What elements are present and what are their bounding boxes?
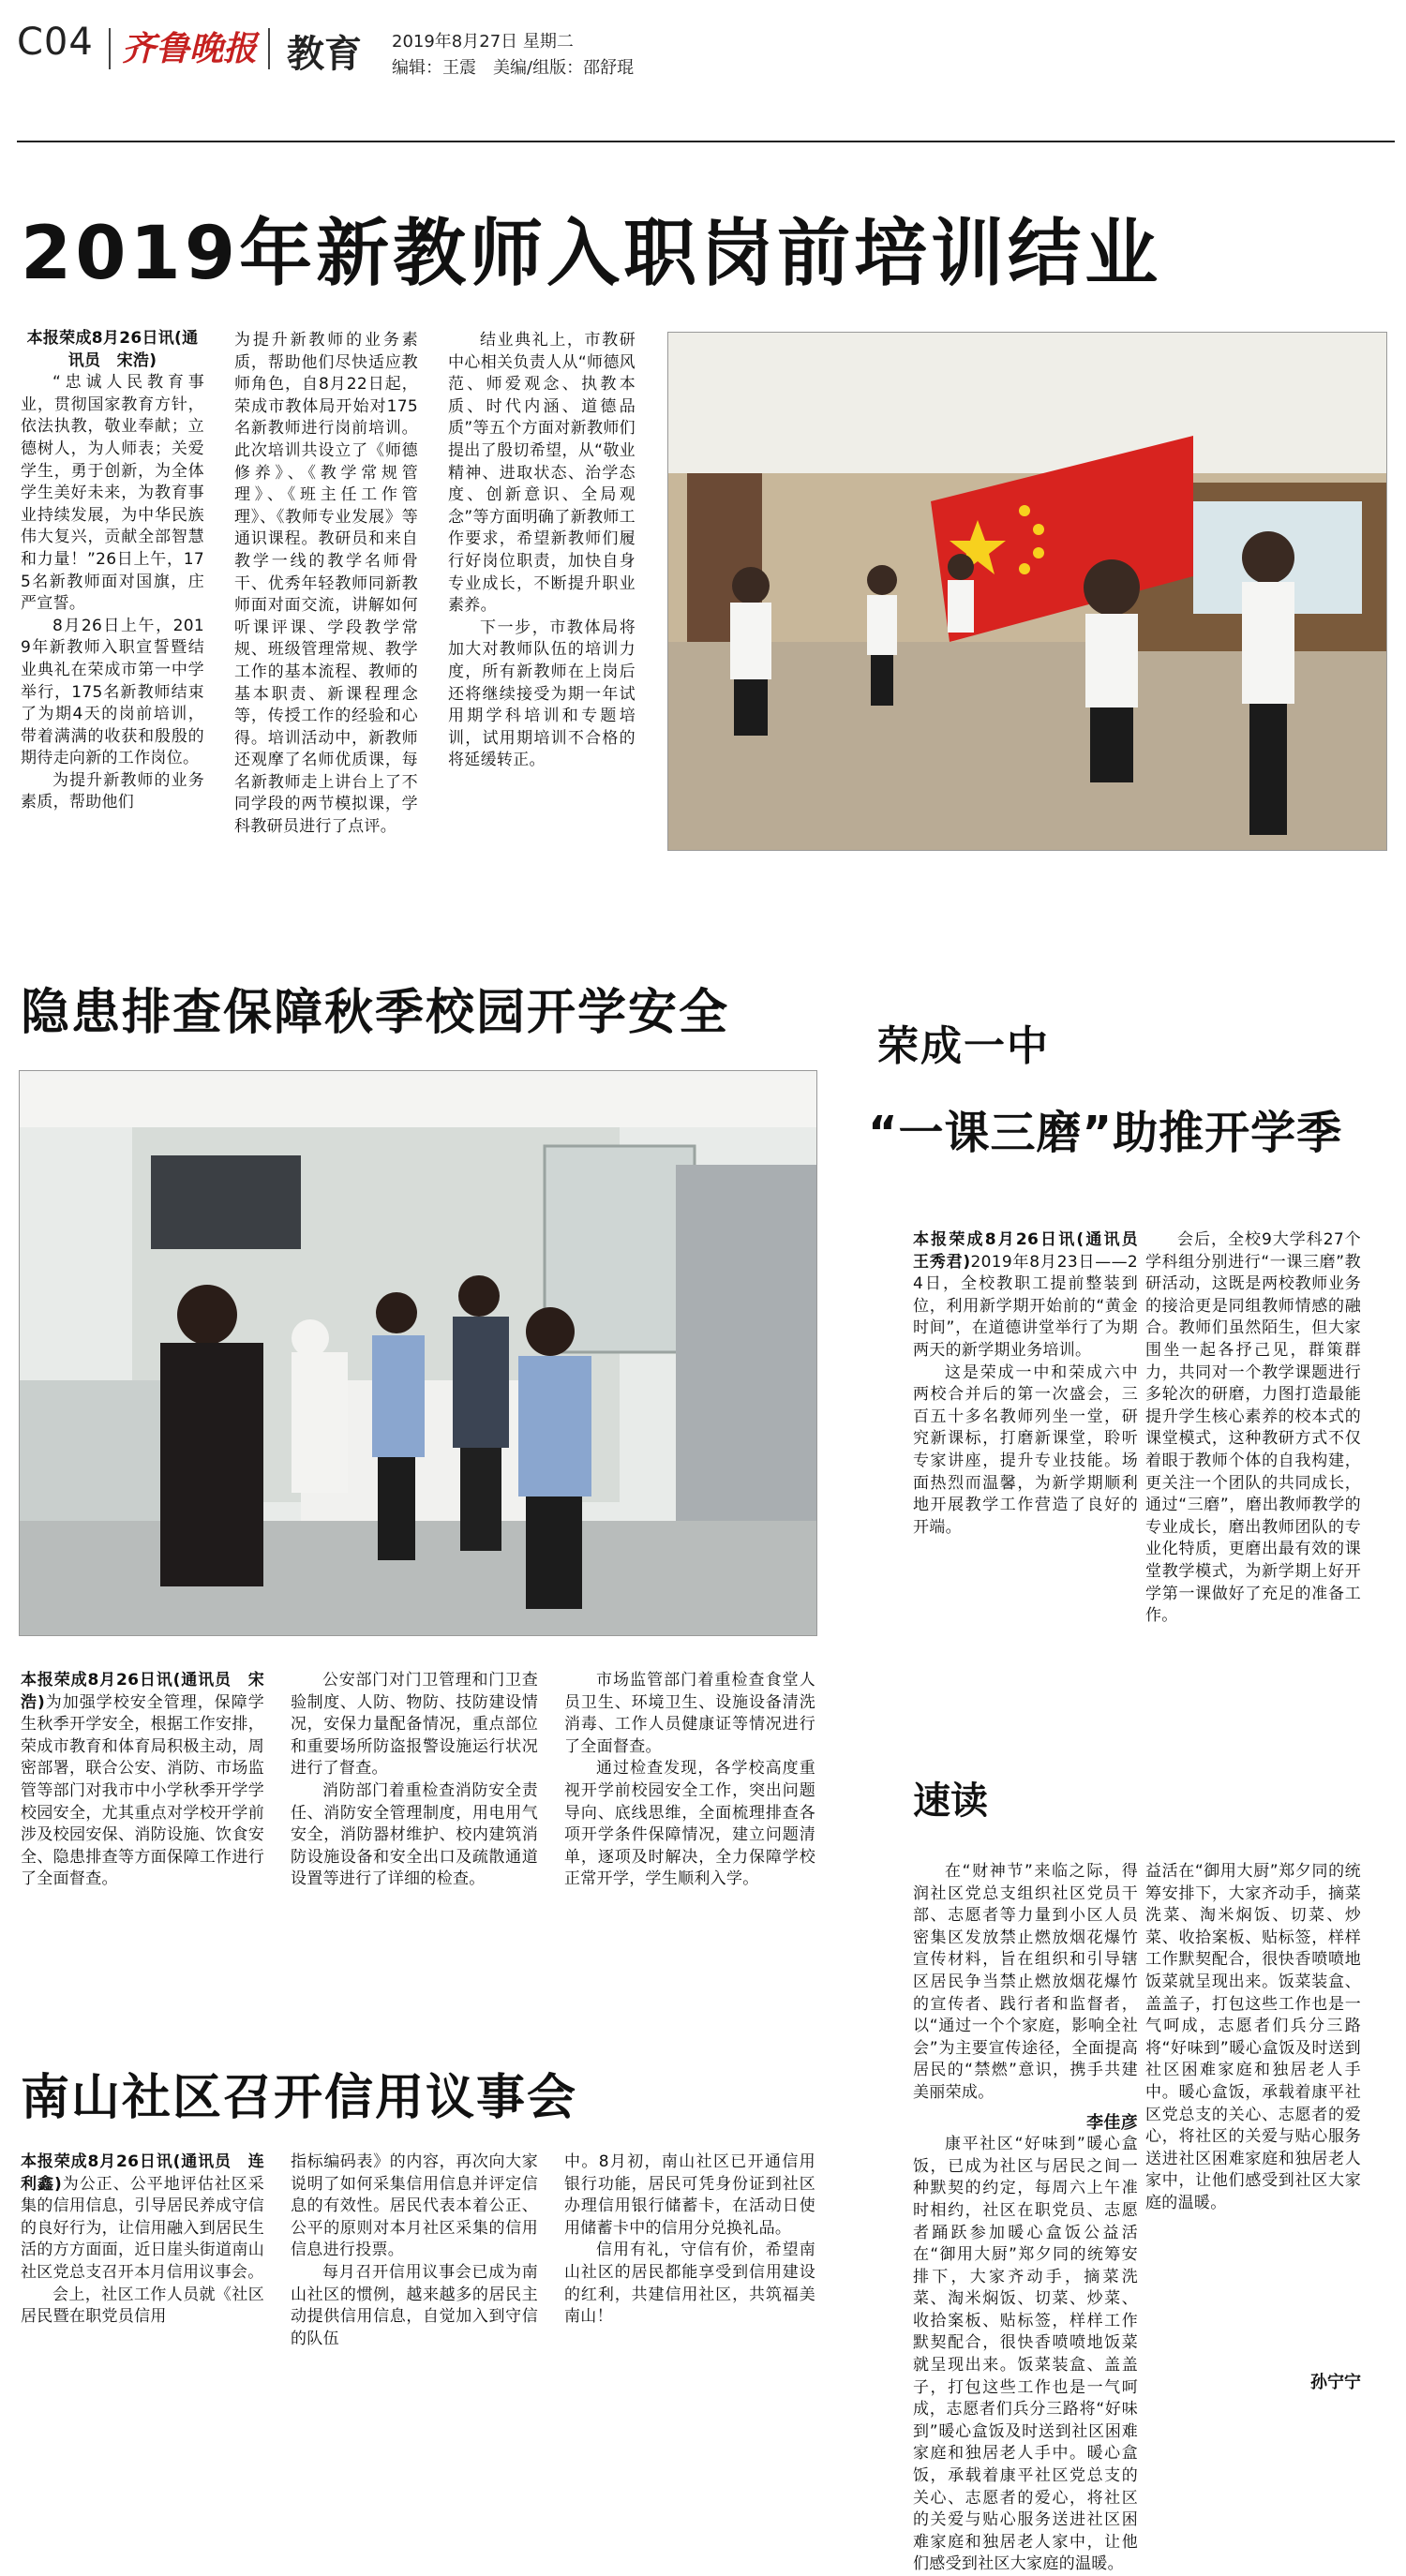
quick-read-item: 康平社区“好味到”暖心盒饭，已成为社区与居民之间一种默契的约定，每周六上午准时相约，社区在职党员、志愿者踊跃参加暖心盒饭公益活在“御用大厨”郑夕同的统筹安排下，大家齐动手，摘菜洗菜、淘米焖饭、切菜、炒菜、收拾案板、贴标签，样样工作默契配合，很快香喷喷地饭菜就呈现出来。饭菜装盒、盖盖子，打包这些工作也是一气呵成，志愿者们兵分三路将“好味到”暖心盒饭及时送到社区困难家庭和独居老人手中。暖心盒饭，承载着康平社区党总支的关心、志愿者的爱心，将社区的关爱与贴心服务送进社区困难家庭和独居老人家中，让他们感受到社区大家庭的温暖。 xyxy=(913,2135,1138,2574)
article1-paragraph: 为提升新教师的业务素质，帮助他们尽快适应教师角色，自8月22日起，荣成市教体局开始对175名新教师进行岗前培训。此次培训共设立了《师德修养》、《教学常规管理》、《班主任工作管理》、《教师专业发展》等通识课程。教研员和来自教学一线的教学名师骨干、优秀年轻教师同新教师面对面交流，讲解如何听课评课、学段教学常规、班级管理常规、教学工作的基本流程、教师的基本职责、新课程理念等，传授工作的经验和心得。培训活动中，新教师还观摩了名师优质课，每名新教师走上讲台上了不同学段的两节模拟课，学科教研员进行了点评。 xyxy=(234,331,418,837)
article1-paragraph: 结业典礼上，市教研中心相关负责人从“师德风范、师爱观念、执教本质、时代内涵、道德品质”等五个方面对新教师们提出了殷切希望，从“敬业精神、进取状态、治学态度、创新意识、全局观念”等方面明确了新教师工作要求，希望新教师们履行好岗位职责，加快自身专业成长，不断提升职业素养。 xyxy=(448,331,636,616)
page-header xyxy=(17,13,1395,79)
quick-read-col2 xyxy=(1145,1861,1361,2348)
article2-paragraph: 消防部门着重检查消防安全责任、消防安全管理制度，用电用气安全，消防器材维护、校内建筑消防设施设备和安全出口及疏散通道设置等进行了详细的检查。 xyxy=(291,1780,538,1889)
article4-col1 xyxy=(21,2152,264,2330)
issue-date: 2019年8月27日 星期二 xyxy=(392,32,574,52)
quick-read-byline-1: 李佳彦 xyxy=(1086,2112,1138,2133)
article1-col1 xyxy=(21,328,204,817)
article4-paragraph: 每月召开信用议事会已成为南山社区的惯例，越来越多的居民主动提供信用信息，自觉加入到守信的队伍 xyxy=(291,2262,538,2348)
flag-ceremony-image xyxy=(668,333,1386,850)
article1-photo xyxy=(667,332,1387,851)
article3-lead: 本报荣成8月26日讯(通讯员 王秀君) xyxy=(913,1230,1155,1272)
article2-photo xyxy=(19,1070,817,1636)
article2-col1 xyxy=(21,1670,264,1891)
article2-headline: 隐患排查保障秋季校园开学安全 xyxy=(21,985,730,1041)
article2-paragraph xyxy=(21,1670,264,1891)
article2-paragraph: 市场监管部门着重检查食堂人员卫生、环境卫生、设施设备清洗消毒、工作人员健康证等情况进行了全面督查。 xyxy=(564,1671,815,1756)
article1-paragraph: 下一步，市教体局将加大对教师队伍的培训力度，所有新教师在上岗后还将继续接受为期一年试用期学科培训和专题培训，试用期培训不合格的将延缓转正。 xyxy=(448,618,636,770)
header-divider xyxy=(109,28,111,69)
article1-headline: 2019年新教师入职岗前培训结业 xyxy=(21,212,1162,296)
article4-col3 xyxy=(564,2152,815,2329)
kitchen-inspection-image xyxy=(20,1071,816,1635)
article1-col3 xyxy=(448,330,636,897)
article3-paragraph: 会后，全校9大学科27个学科组分别进行“一课三磨”教研活动，这既是两校教师业务的接洽更是同组教师情感的融合。教师们虽然陌生，但大家围坐一起各抒己见，群策群力，共同对一个教学课题进行多轮次的研磨，力图打造最能提升学生核心素养的校本式的课堂模式，这种教研方式不仅着眼于教师个体的自我构建，更关注一个团队的共同成长，通过“三磨”，磨出教师教学的专业成长，磨出教师团队的专业化特质，更磨出最有效的课堂教学模式，为新学期上好开学第一课做好了充足的准备工作。 xyxy=(1145,1230,1361,1626)
article1-lead: 本报荣成8月26日讯(通讯员 宋浩) xyxy=(26,329,199,370)
article3-headline-line1: 荣成一中 xyxy=(877,1022,1050,1070)
article4-paragraph: 指标编码表》的内容，再次向大家说明了如何采集信用信息并评定信息的有效性。居民代表本着公正、公平的原则对本月社区采集的信用信息进行投票。 xyxy=(291,2152,538,2260)
article3-col2 xyxy=(1145,1229,1361,1707)
header-divider-2 xyxy=(268,28,270,69)
article2-paragraph: 通过检查发现，各学校高度重视开学前校园安全工作，突出问题导向、底线思维，全面梳理排查各项开学条件保障情况，建立问题清单，逐项及时解决，全力保障学校正常开学，学生顺利入学。 xyxy=(564,1759,815,1889)
article4-paragraph xyxy=(21,2152,264,2285)
article4-col2 xyxy=(291,2152,538,2350)
newspaper-logo: 齐鲁晚报 xyxy=(122,29,258,68)
article2-paragraph: 公安部门对门卫管理和门卫查验制度、人防、物防、技防建设情况，安保力量配备情况，重点部位和重要场所防盗报警设施运行状况进行了督查。 xyxy=(291,1671,538,1779)
quick-read-item-continued: 益活在“御用大厨”郑夕同的统筹安排下，大家齐动手，摘菜洗菜、淘米焖饭、切菜、炒菜、收拾案板、贴标签，样样工作默契配合，很快香喷喷地饭菜就呈现出来。饭菜装盒、盖盖子，打包这些工作也是一气呵成，志愿者们兵分三路将“好味到”暖心盒饭及时送到社区困难家庭和独居老人手中。暖心盒饭，承载着康平社区党总支的关心、志愿者的爱心，将社区的关爱与贴心服务送进社区困难家庭和独居老人家中，让他们感受到社区大家庭的温暖。 xyxy=(1145,1862,1361,2212)
article1-paragraph: “忠诚人民教育事业，贯彻国家教育方针，依法执教，敬业奉献；立德树人，为人师表；关爱学生，勇于创新，为全体学生美好未来，为教育事业持续发展，为中华民族伟大复兴，贡献全部智慧和力量！”26日上午，175名新教师面对国旗，庄严宣誓。 xyxy=(21,373,204,614)
article3-paragraph xyxy=(913,1229,1155,1362)
quick-read-item: 在“财神节”来临之际，得润社区党总支组织社区党员干部、志愿者等力量到小区人员密集区发放禁止燃放烟花爆竹宣传材料，旨在组织和引导辖区居民争当禁止燃放烟花爆竹的宣传者、践行者和监督者，以“通过一个个家庭，影响全社会”为主要宣传途径，全面提高居民的“禁燃”意识，携手共建美丽荣成。 xyxy=(913,1862,1138,2102)
article2-col3 xyxy=(564,1670,815,1891)
article1-paragraph: 8月26日上午，2019年新教师入职宣誓暨结业典礼在荣成市第一中学举行，175名新教师结束了为期4天的岗前培训，带着满满的收获和殷殷的期待走向新的工作岗位。 xyxy=(21,616,204,768)
article4-paragraph: 会上，社区工作人员就《社区居民暨在职党员信用 xyxy=(21,2285,264,2327)
article4-paragraph: 信用有礼，守信有价，希望南山社区的居民都能享受到信用建设的红利，共建信用社区，共筑福美南山！ xyxy=(564,2241,815,2327)
article2-col2 xyxy=(291,1670,538,1891)
quick-read-heading: 速读 xyxy=(913,1779,988,1823)
editor-credits: 编辑：王震 美编/组版：邵舒琨 xyxy=(392,58,635,78)
section-name: 教育 xyxy=(287,33,362,76)
article3-headline-line2: “一课三磨”助推开学季 xyxy=(868,1107,1343,1159)
article4-paragraph-text: 为公正、公平地评估社区采集的信用信息，引导居民养成守信的良好行为，让信用融入到居民生活的方方面面，近日崖头街道南山社区党总支召开本月信用议事会。 xyxy=(21,2174,264,2282)
header-rule xyxy=(17,141,1395,142)
article4-paragraph: 中。8月初，南山社区已开通信用银行功能，居民可凭身份证到社区办理信用银行储蓄卡，在活动日使用储蓄卡中的信用分兑换礼品。 xyxy=(564,2152,815,2238)
page-number: C04 xyxy=(17,21,94,64)
article4-headline: 南山社区召开信用议事会 xyxy=(21,2070,578,2126)
article1-col2 xyxy=(234,330,418,897)
article4-lead: 本报荣成8月26日讯(通讯员 连利鑫) xyxy=(21,2152,264,2194)
quick-read-byline-2: 孙宁宁 xyxy=(1310,2373,1361,2392)
article3-paragraph: 这是荣成一中和荣成六中两校合并后的第一次盛会，三百五十多名教师列坐一堂，研究新课标，打磨新课堂，聆听专家讲座，提升专业技能。场面热烈而温馨，为新学期顺利地开展教学工作营造了良好的开端。 xyxy=(913,1362,1138,1537)
article2-lead: 本报荣成8月26日讯(通讯员 宋浩) xyxy=(21,1671,264,1712)
article3-col1 xyxy=(913,1229,1155,1539)
quick-read-col1 xyxy=(913,1861,1138,2574)
article2-paragraph-text: 为加强学校安全管理，保障学生秋季开学安全，根据工作安排，荣成市教育和体育局积极主动，周密部署，联合公安、消防、市场监管等部门对我市中小学秋季开学学校园安全，尤其重点对学校开学前涉及校园安保、消防设施、饮食安全、隐患排查等方面保障工作进行了全面督查。 xyxy=(21,1692,265,1889)
article1-paragraph: 为提升新教师的业务素质，帮助他们 xyxy=(21,770,204,812)
article3-paragraph-text: 2019年8月23日——24日，全校教职工提前整装到位，利用新学期开始前的“黄金时间”，在道德讲堂举行了为期两天的新学期业务培训。 xyxy=(913,1252,1138,1360)
